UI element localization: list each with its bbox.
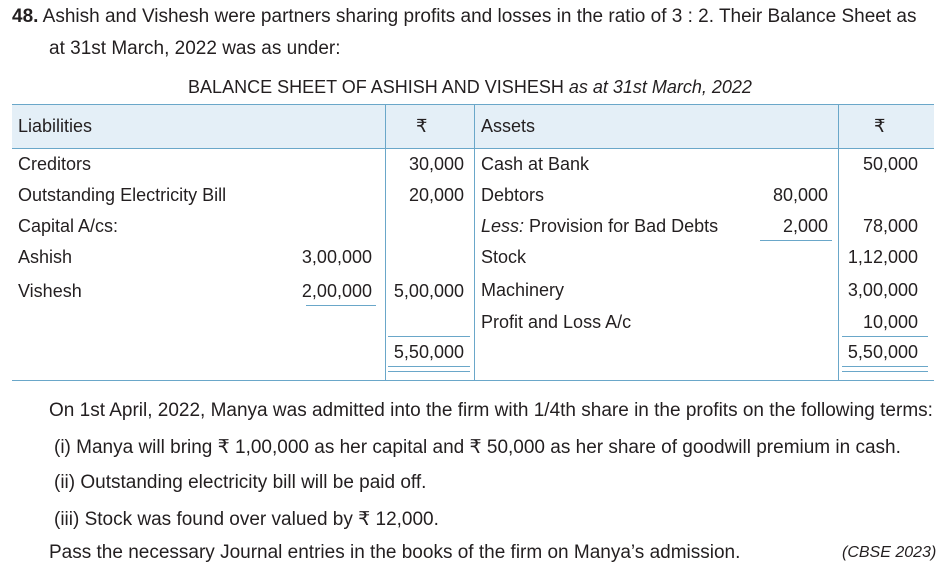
table-col-rule-3: [838, 104, 839, 380]
question-line-2: at 31st March, 2022 was as under:: [49, 38, 341, 59]
header-liabilities: Liabilities: [18, 116, 93, 136]
question-number: 48.: [12, 6, 39, 27]
table-bottom-rule: [12, 380, 934, 381]
liab-total-top-rule: [388, 336, 470, 337]
asset-cash-amount: 50,000: [862, 154, 918, 174]
liab-outstanding: Outstanding Electricity Bill: [18, 185, 227, 205]
asset-less-label: Less:: [481, 216, 525, 236]
liab-vishesh-amount: 2,00,000: [301, 281, 372, 301]
asset-total-rule-1: [842, 366, 928, 367]
asset-net-debtors: 78,000: [862, 216, 918, 236]
header-rupee-right: ₹: [874, 116, 886, 136]
asset-total-top-rule: [842, 336, 928, 337]
liab-outstanding-amount: 20,000: [408, 185, 464, 205]
asset-total: 5,50,000: [847, 342, 918, 362]
asset-provision-row: [481, 216, 718, 237]
asset-machinery: Machinery: [481, 280, 565, 300]
header-rupee-left: ₹: [416, 116, 428, 136]
source-citation: (CBSE 2023): [842, 544, 937, 561]
question-line-1: [12, 6, 916, 28]
asset-machinery-amount: 3,00,000: [847, 280, 918, 300]
asset-stock: Stock: [481, 247, 527, 267]
asset-provision: Provision for Bad Debts: [529, 216, 719, 236]
liab-ashish: Ashish: [18, 247, 73, 267]
question-text-1: Ashish and Vishesh were partners sharing profits and losses in the ratio of 3 : 2. Their Balance Sheet as: [42, 6, 917, 27]
liab-total-rule-2: [388, 371, 470, 372]
final-instruction: Pass the necessary Journal entries in the books of the firm on Manya’s admission.: [49, 542, 741, 563]
table-header-rule: [12, 148, 934, 149]
liab-vishesh: Vishesh: [18, 281, 82, 301]
title-main: BALANCE SHEET OF ASHISH AND VISHESH: [188, 77, 564, 97]
asset-total-rule-2: [842, 371, 928, 372]
liab-total: 5,50,000: [393, 342, 464, 362]
liab-creditors: Creditors: [18, 154, 92, 174]
table-header-bg: [12, 104, 934, 148]
term-1: (i) Manya will bring ₹ 1,00,000 as her capital and ₹ 50,000 as her share of goodwill premium in cash.: [54, 437, 901, 458]
liab-capital-underline: [306, 305, 376, 306]
balance-sheet-table: [12, 104, 934, 379]
liab-capital-heading: Capital A/cs:: [18, 216, 119, 236]
liab-ashish-amount: 3,00,000: [301, 247, 372, 267]
asset-profit-loss: Profit and Loss A/c: [481, 312, 632, 332]
asset-stock-amount: 1,12,000: [847, 247, 918, 267]
term-3: (iii) Stock was found over valued by ₹ 12,000.: [54, 509, 439, 530]
asset-debtors: Debtors: [481, 185, 545, 205]
asset-provision-underline: [760, 240, 832, 241]
table-col-rule-1: [385, 104, 386, 380]
balance-sheet-title: [0, 77, 940, 98]
table-top-rule: [12, 104, 934, 105]
asset-debtors-amount: 80,000: [772, 185, 828, 205]
table-col-rule-2: [474, 104, 475, 380]
asset-cash: Cash at Bank: [481, 154, 590, 174]
liab-total-rule-1: [388, 366, 470, 367]
asset-profit-loss-amount: 10,000: [862, 312, 918, 332]
terms-intro: On 1st April, 2022, Manya was admitted into the firm with 1/4th share in the profits on the following terms:: [49, 400, 933, 421]
liab-creditors-amount: 30,000: [408, 154, 464, 174]
term-2: (ii) Outstanding electricity bill will be paid off.: [54, 472, 427, 493]
liab-capital-total: 5,00,000: [393, 281, 464, 301]
title-date: as at 31st March, 2022: [568, 77, 752, 97]
header-assets: Assets: [481, 116, 536, 136]
asset-provision-amount: 2,000: [782, 216, 828, 236]
